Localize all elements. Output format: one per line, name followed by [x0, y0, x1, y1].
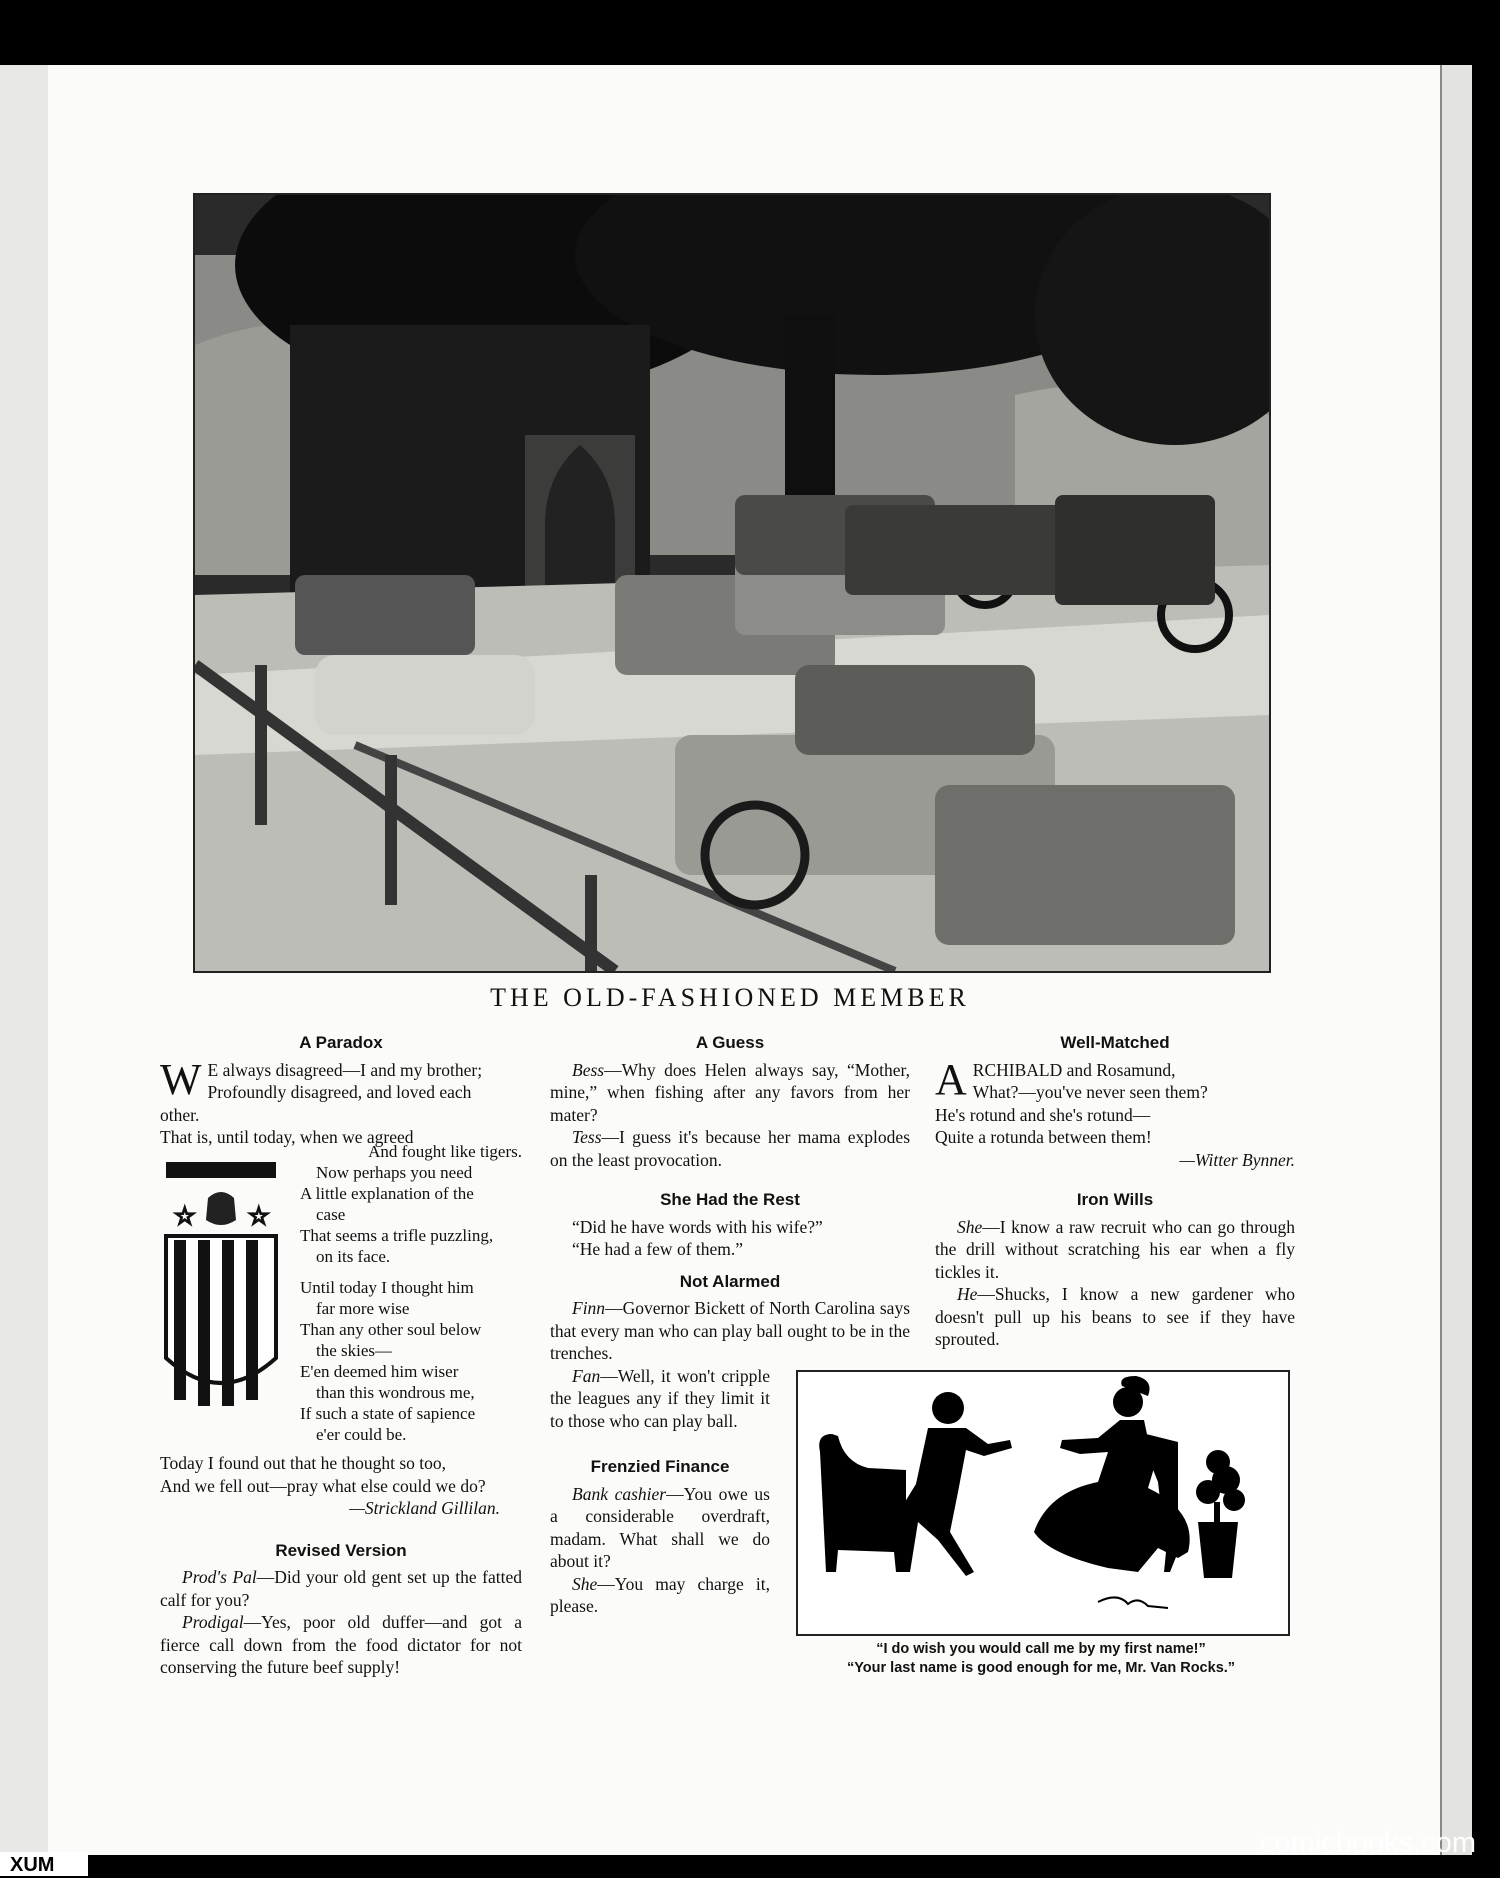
speaker: Tess — [572, 1127, 602, 1147]
speaker: Prod's Pal — [182, 1567, 257, 1587]
wills-exchange-2 — [935, 1283, 1295, 1351]
verse-line: far more wise — [316, 1299, 410, 1318]
rest-line-2: “He had a few of them.” — [572, 1239, 744, 1259]
silhouette-illustration — [796, 1370, 1290, 1636]
left-page-edge — [0, 65, 51, 1855]
speaker: Fan — [572, 1365, 601, 1386]
paradox-end-line-2: And we fell out—pray what else could we do? — [160, 1475, 486, 1496]
column-3 — [935, 1032, 1295, 1351]
verse-line: E'en deemed him wiser — [300, 1362, 459, 1381]
column-1-lower — [160, 1452, 522, 1679]
church-cars-illustration — [193, 193, 1271, 973]
speaker: Finn — [572, 1298, 606, 1318]
guess-exchange-1 — [550, 1059, 910, 1127]
watermark-text: comicbooks.com — [1260, 1827, 1476, 1859]
paradox-end-line-1: Today I found out that he thought so too, — [160, 1453, 447, 1473]
speaker: He — [957, 1284, 978, 1304]
finance-exchange-2 — [550, 1573, 770, 1618]
dialogue: —I know a raw recruit who can go through the drill without scratching his ear when a fly tickles it. — [935, 1216, 1295, 1282]
paradox-line-3: other. — [160, 1104, 200, 1125]
heading-well-matched: Well-Matched — [1060, 1033, 1170, 1052]
matched-line-3: He's rotund and she's rotund— — [935, 1104, 1151, 1125]
heading-frenzied-finance: Frenzied Finance — [590, 1457, 730, 1476]
column-1 — [160, 1032, 522, 1149]
alarmed-exchange-1 — [550, 1297, 910, 1365]
dialogue: —Did your old gent set up the fatted calf for you? — [160, 1567, 522, 1610]
verse-line: Until today I thought him — [300, 1278, 474, 1297]
verse-line: than this wondrous me, — [316, 1383, 475, 1402]
svg-text:☆: ☆ — [248, 1202, 270, 1230]
illustration-artwork — [195, 195, 1269, 971]
caption-line-1: “I do wish you would call me by my first name!” — [876, 1641, 1206, 1657]
revised-exchange-2 — [160, 1611, 522, 1679]
courting-couple-silhouette — [798, 1372, 1288, 1634]
paradox-right-verse — [300, 1141, 522, 1445]
signature-bynner: —Witter Bynner. — [1179, 1149, 1295, 1170]
dialogue: —Yes, poor old duffer—and got a fierce call down from the food dictator for not conserving the future beef supply! — [160, 1612, 522, 1677]
dialogue: —Why does Helen always say, “Mother, mine,” when fishing after any favors from her mater? — [550, 1059, 910, 1125]
speaker: Bank cashier — [572, 1483, 667, 1504]
heading-revised-version: Revised Version — [275, 1540, 407, 1560]
matched-line-4: Quite a rotunda between them! — [935, 1127, 1152, 1147]
speaker: Bess — [572, 1059, 605, 1080]
illustration-caption — [796, 1640, 1286, 1678]
matched-line-2: What?—you've never seen them? — [972, 1082, 1208, 1102]
paradox-line-4: That is, until today, when we agreed — [160, 1127, 414, 1147]
eagle-shield-icon — [160, 1158, 282, 1408]
paradox-line-1: E always disagreed—I and my brother; — [207, 1059, 483, 1080]
verse-line: And fought like tigers. — [368, 1142, 522, 1161]
heading-she-had-the-rest: She Had the Rest — [660, 1190, 800, 1209]
heading-a-paradox: A Paradox — [299, 1033, 383, 1052]
verse-line: the skies— — [316, 1341, 393, 1360]
heading-not-alarmed: Not Alarmed — [679, 1271, 781, 1291]
svg-text:☆: ☆ — [174, 1202, 196, 1230]
right-page-edge — [1440, 65, 1472, 1855]
verse-line: That seems a trifle puzzling, — [300, 1226, 494, 1245]
guess-exchange-2 — [550, 1126, 910, 1171]
wills-exchange-1 — [935, 1216, 1295, 1284]
speaker: Prodigal — [182, 1612, 244, 1632]
dialogue: —Shucks, I know a new gardener who doesn't pull up his beans to see if they have sprouted. — [935, 1284, 1295, 1349]
rest-line-1: “Did he have words with his wife?” — [572, 1216, 823, 1237]
finance-exchange-1 — [550, 1483, 770, 1573]
verse-line: e'er could be. — [316, 1425, 407, 1444]
dialogue: —You owe us a considerable overdraft, madam. What shall we do about it? — [550, 1483, 770, 1571]
patriotic-shield-illustration — [160, 1158, 282, 1408]
paradox-line-2: Profoundly disagreed, and loved each — [207, 1082, 472, 1102]
speaker: She — [572, 1573, 598, 1594]
verse-line: Now perhaps you need — [316, 1163, 473, 1182]
verse-line: Than any other soul below — [300, 1320, 482, 1339]
dialogue: —You may charge it, please. — [550, 1573, 770, 1616]
dropcap-a: A — [935, 1054, 967, 1104]
matched-line-1: RCHIBALD and Rosamund, — [972, 1059, 1176, 1080]
verse-line: on its face. — [316, 1247, 391, 1266]
revised-exchange-1 — [160, 1566, 522, 1611]
verse-line: case — [316, 1205, 346, 1224]
caption-line-2: “Your last name is good enough for me, Mr. Van Rocks.” — [846, 1660, 1236, 1676]
heading-iron-wills: Iron Wills — [1076, 1190, 1154, 1209]
dialogue: —I guess it's because her mama explodes on the least provocation. — [550, 1127, 910, 1170]
paradox-opening — [160, 1054, 522, 1127]
corner-tag: XUM — [0, 1852, 88, 1876]
signature-gillilan: —Strickland Gillilan. — [349, 1498, 500, 1518]
dialogue: —Well, it won't cripple the leagues any if they limit it to those who can play ball. — [550, 1365, 770, 1431]
dropcap-w: W — [160, 1054, 202, 1104]
verse-line: If such a state of sapience — [300, 1404, 476, 1423]
alarmed-exchange-2 — [550, 1365, 770, 1433]
matched-verse — [935, 1054, 1295, 1149]
dialogue: —Governor Bickett of North Carolina says that every man who can play ball ought to be in the trenches. — [550, 1298, 910, 1363]
speaker: She — [957, 1216, 983, 1237]
verse-line: A little explanation of the — [300, 1184, 474, 1203]
heading-a-guess: A Guess — [695, 1033, 765, 1052]
plate-caption: THE OLD-FASHIONED MEMBER — [490, 983, 970, 1012]
